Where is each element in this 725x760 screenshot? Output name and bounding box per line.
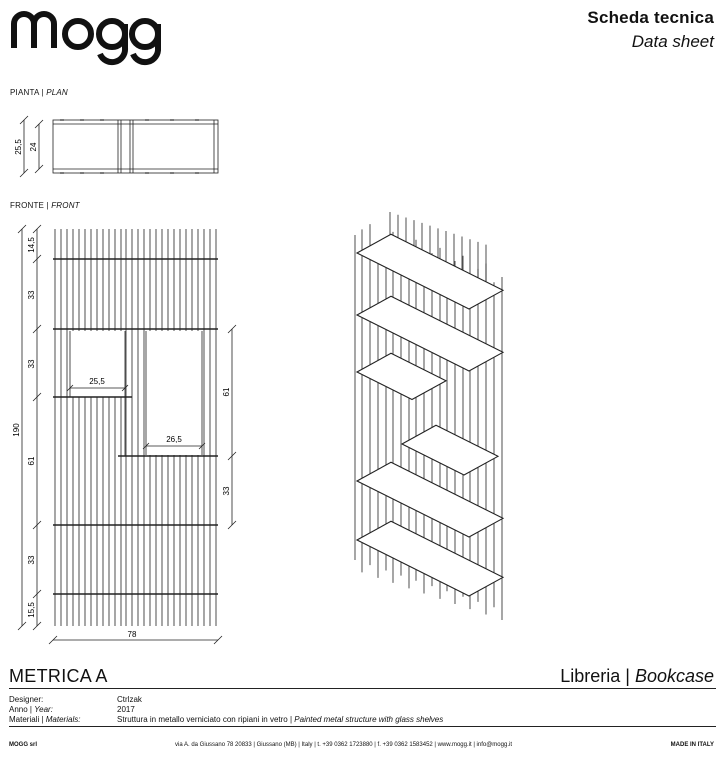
meta-rule [9,726,716,727]
product-type-it: Libreria [560,666,621,686]
year-value: 2017 [117,705,135,714]
footer-made-in: MADE IN ITALY [670,742,714,748]
front-dim-inner-left: 25,5 [89,377,105,386]
plan-dim-outer: 25,5 [14,139,23,155]
designer-label: Designer: [9,695,44,704]
header-title-en: Data sheet [631,32,714,51]
product-type: Libreria | Bookcase [560,666,714,686]
plan-dim-inner: 24 [29,142,38,152]
product-name: METRICA A [9,666,108,686]
front-dim-s4: 33 [27,555,36,565]
meta-materials-row: Materiali | Materials: Struttura in metallo verniciato con ripiani in vetro | Painted metal structure with glass shelves [9,715,444,724]
plan-label: PIANTA | PLAN [10,88,68,97]
plan-view [20,116,218,177]
mogg-logo [8,2,163,72]
materials-label-it: Materiali [9,715,40,724]
product-type-en: Bookcase [634,666,714,686]
front-dim-width: 78 [127,630,137,639]
front-dim-inner-right: 26,5 [166,435,182,444]
title-rule [9,688,716,689]
iso-shelf [357,521,503,596]
iso-shelf [357,462,503,537]
plan-label-it: PIANTA [10,88,40,97]
front-dim-s3: 61 [27,456,36,466]
materials-value-en: Painted metal structure with glass shelves [294,715,444,724]
front-label-it: FRONTE [10,201,45,210]
front-dim-total: 190 [12,423,21,437]
front-label: FRONTE | FRONT [10,201,80,210]
front-dim-top: 14,5 [27,237,36,253]
footer-address: via A. da Giussano 78 20833 | Giussano (MB) | Italy | t. +39 0362 1723880 | f. +39 0362 1583452 | www.mogg.it | info@mogg.it [175,742,512,748]
front-dim-s2: 33 [27,359,36,369]
technical-drawing [0,80,725,645]
front-label-en: FRONT [51,201,80,210]
front-dim-right-33: 33 [222,486,231,496]
meta-designer-row [9,695,142,704]
meta-year-row: Anno | Year: 2017 [9,705,135,714]
year-label-it: Anno [9,705,28,714]
isometric-view [355,212,503,620]
front-dim-s1: 33 [27,290,36,300]
materials-value-it: Struttura in metallo verniciato con ripiani in vetro [117,715,288,724]
plan-label-en: PLAN [46,88,68,97]
front-dim-bottom: 15,5 [27,602,36,618]
front-dim-right-61: 61 [222,387,231,397]
year-label-en: Year: [34,705,53,714]
header-title-it: Scheda tecnica [587,8,714,27]
materials-label-en: Materials: [45,715,81,724]
front-view [18,225,236,644]
designer-value: Ctrlzak [117,695,142,704]
footer-company: MOGG srl [9,742,38,748]
